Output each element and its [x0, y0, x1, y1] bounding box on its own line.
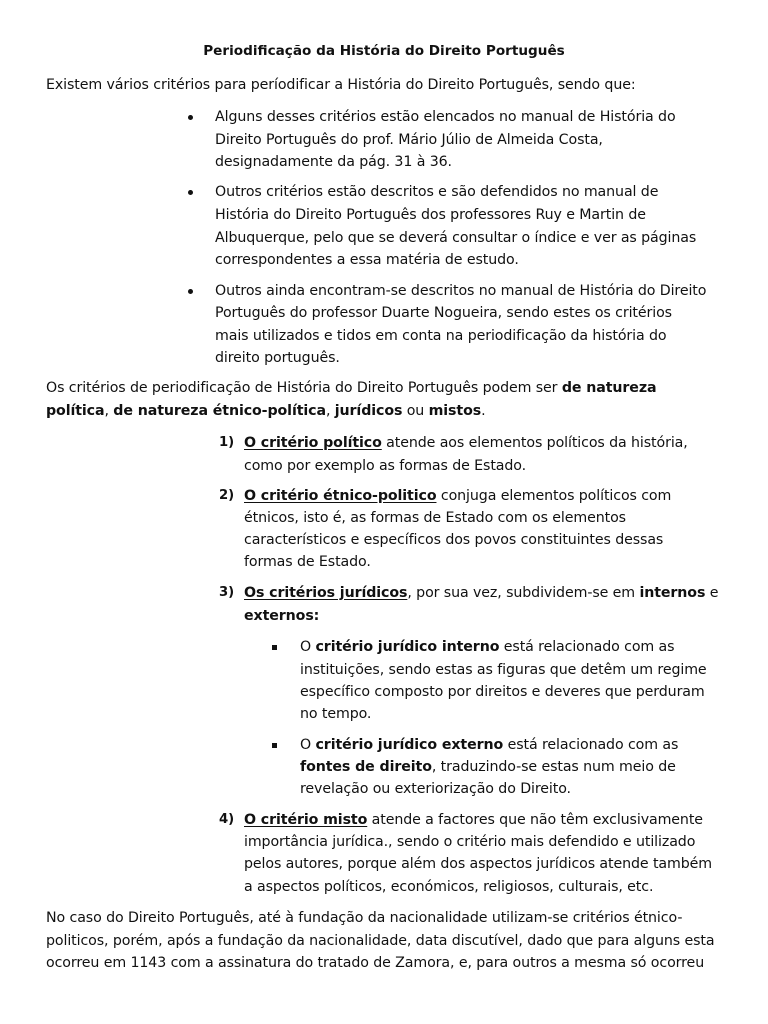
- bullet-line: direito português.: [215, 350, 340, 366]
- bullet-line: mais utilizados e tidos em conta na periodificação da história do: [215, 328, 667, 344]
- list-item-line: característicos e específicos dos povos constituintes dessas: [244, 532, 664, 548]
- final-paragraph-line: No caso do Direito Português, até à fundação da nacionalidade utilizam-se critérios étnico-: [46, 910, 683, 926]
- bullet-line: designadamente da pág. 31 à 36.: [215, 154, 452, 170]
- list-item-line: a aspectos políticos, económicos, religiosos, culturais, etc.: [244, 879, 654, 895]
- sub-item-line: revelação ou exteriorização do Direito.: [300, 781, 571, 797]
- bullet-line: História do Direito Português dos professores Ruy e Martin de: [215, 207, 646, 223]
- sub-item-line: específico composto por direitos e deveres que perduram: [300, 684, 705, 700]
- list-item-line: étnicos, isto é, as formas de Estado com os elementos: [244, 510, 626, 526]
- bullet-line: Outros ainda encontram-se descritos no manual de História do Direito: [215, 283, 707, 299]
- list-number: 4): [219, 812, 235, 827]
- list-item-line: externos:: [244, 608, 320, 624]
- list-number: 3): [219, 585, 235, 600]
- square-bullet-icon: [272, 743, 277, 748]
- list-number: 2): [219, 488, 235, 503]
- bullet-dot-icon: [188, 115, 193, 120]
- bullet-line: Albuquerque, pelo que se deverá consultar o índice e ver as páginas: [215, 230, 697, 246]
- list-item-line: Os critérios jurídicos, por sua vez, subdividem-se em internos e: [244, 585, 719, 601]
- list-item-line: formas de Estado.: [244, 554, 371, 570]
- list-item-line: O critério étnico-politico conjuga elementos políticos com: [244, 488, 672, 504]
- bullet-line: Alguns desses critérios estão elencados no manual de História do: [215, 109, 676, 125]
- page-title: Periodificação da História do Direito Português: [203, 43, 565, 59]
- sub-item-line: instituições, sendo estas as figuras que detêm um regime: [300, 662, 707, 678]
- final-paragraph-line: ocorreu em 1143 com a assinatura do tratado de Zamora, e, para outros a mesma só ocorreu: [46, 955, 705, 971]
- list-item-line: O critério político atende aos elementos políticos da história,: [244, 435, 688, 451]
- final-paragraph-line: politicos, porém, após a fundação da nacionalidade, data discutível, dado que para alguns esta: [46, 933, 715, 949]
- list-item-line: importância jurídica., sendo o critério mais defendido e utilizado: [244, 834, 696, 850]
- bullet-line: Outros critérios estão descritos e são defendidos no manual de: [215, 184, 659, 200]
- list-item-line: como por exemplo as formas de Estado.: [244, 458, 527, 474]
- intro-paragraph: Existem vários critérios para períodificar a História do Direito Português, sendo que:: [46, 77, 636, 93]
- bullet-dot-icon: [188, 289, 193, 294]
- sub-item-line: fontes de direito, traduzindo-se estas num meio de: [300, 759, 676, 775]
- criteria-paragraph-line: política, de natureza étnico-política, jurídicos ou mistos.: [46, 403, 486, 419]
- square-bullet-icon: [272, 645, 277, 650]
- list-item-line: pelos autores, porque além dos aspectos jurídicos atende também: [244, 856, 712, 872]
- list-item-line: O critério misto atende a factores que não têm exclusivamente: [244, 812, 703, 828]
- sub-item-line: no tempo.: [300, 706, 372, 722]
- bullet-dot-icon: [188, 190, 193, 195]
- bullet-line: correspondentes a essa matéria de estudo.: [215, 252, 519, 268]
- sub-item-line: O critério jurídico interno está relacionado com as: [300, 639, 675, 655]
- criteria-paragraph-line: Os critérios de periodificação de História do Direito Português podem ser de natureza: [46, 380, 657, 396]
- bullet-line: Português do professor Duarte Nogueira, sendo estes os critérios: [215, 305, 672, 321]
- bullet-line: Direito Português do prof. Mário Júlio de Almeida Costa,: [215, 132, 603, 148]
- sub-item-line: O critério jurídico externo está relacionado com as: [300, 737, 679, 753]
- list-number: 1): [219, 435, 235, 450]
